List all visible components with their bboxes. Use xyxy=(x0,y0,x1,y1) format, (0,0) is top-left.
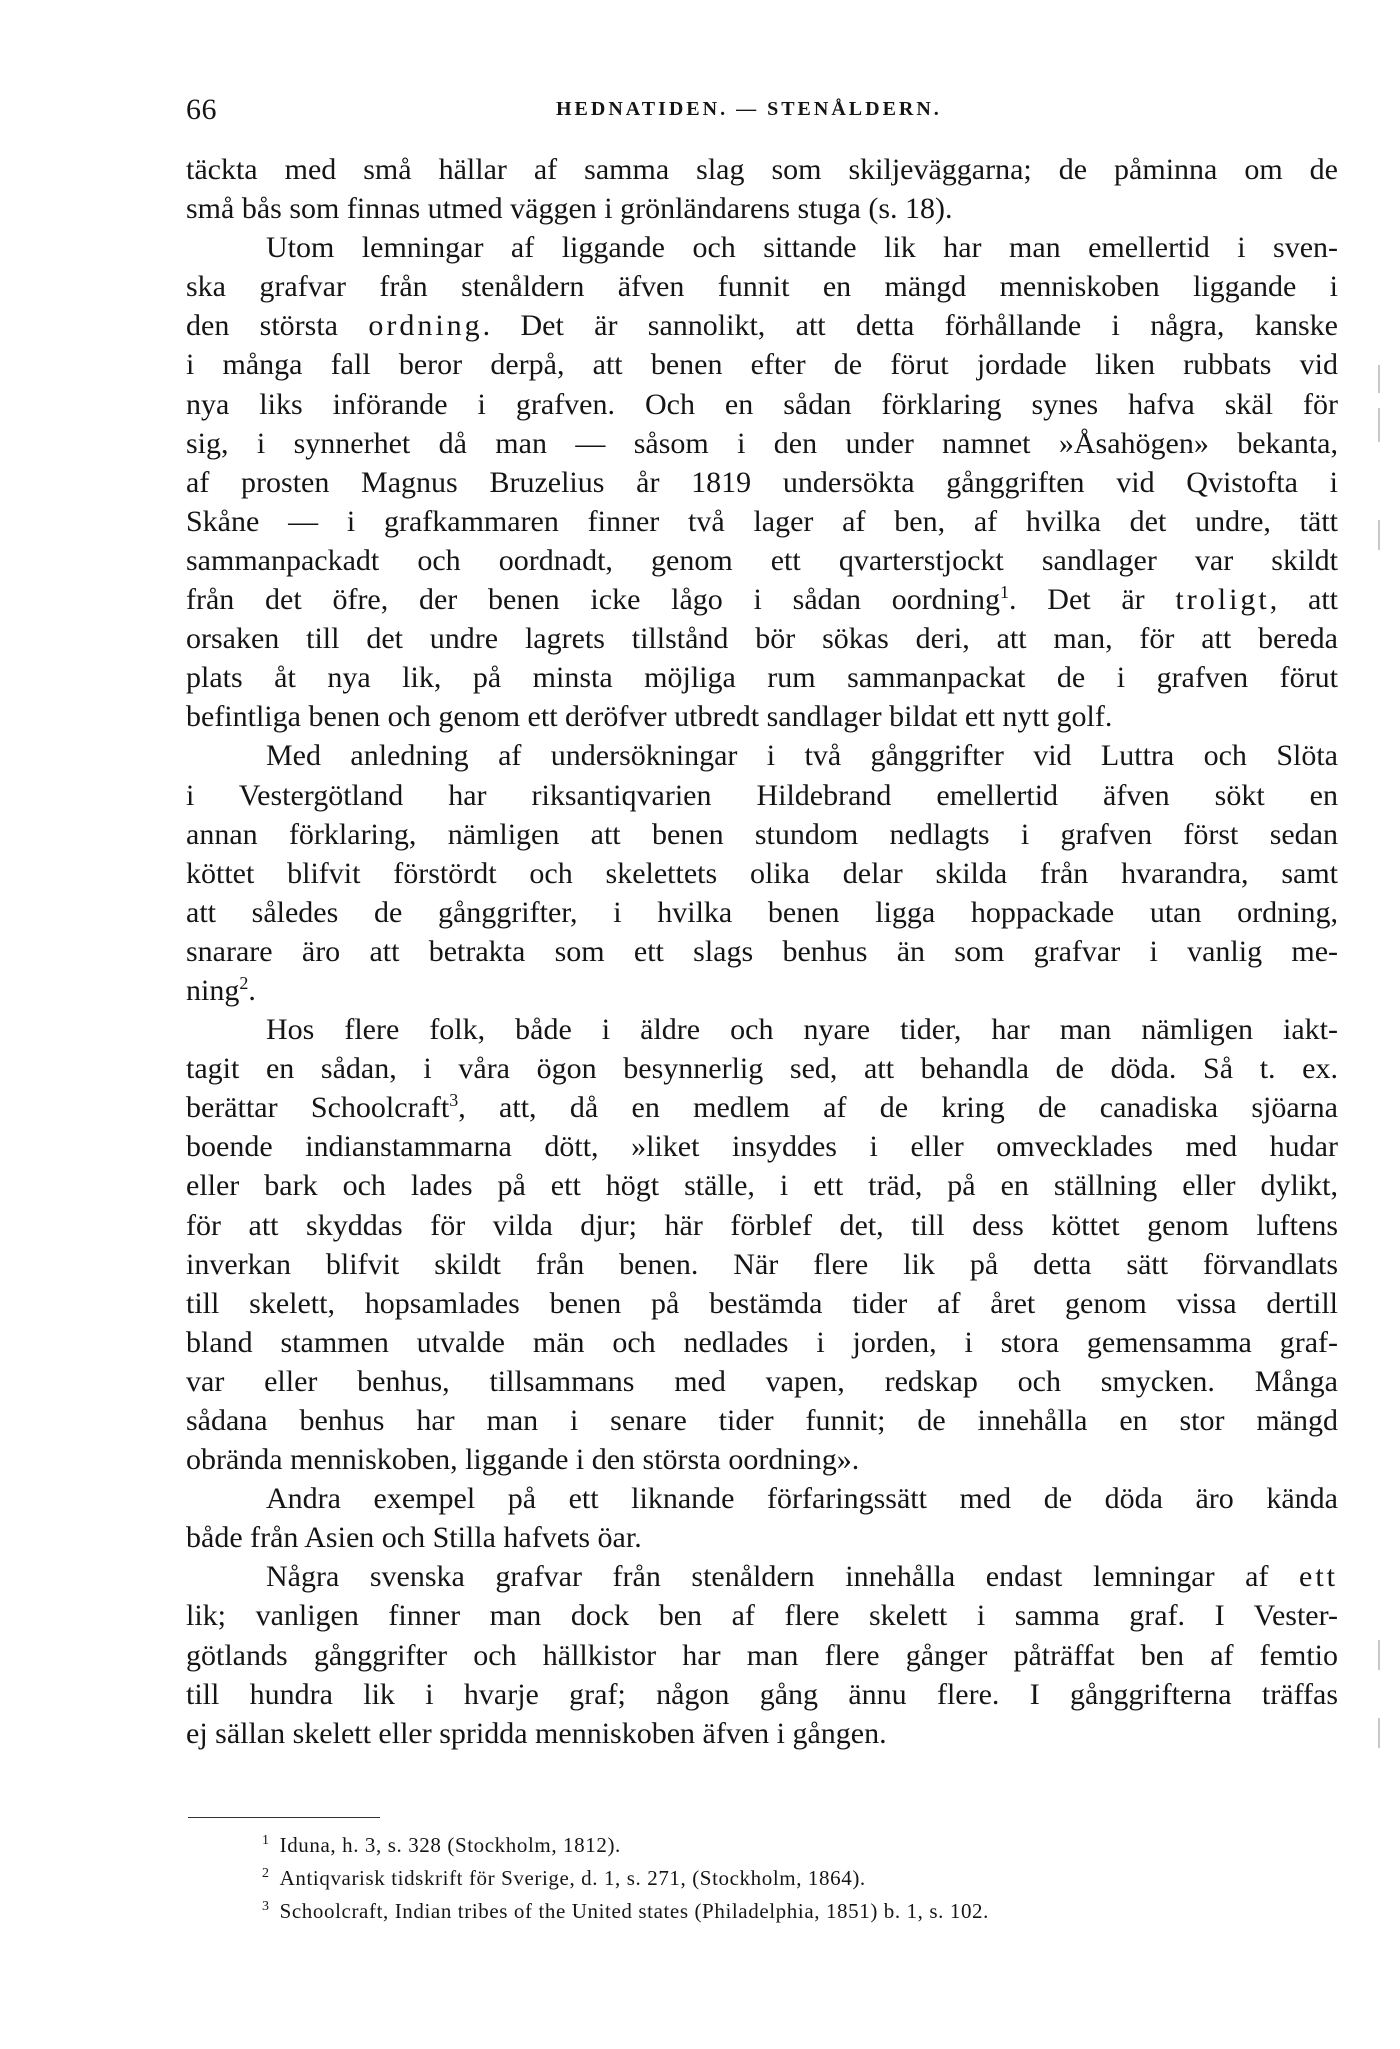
text-line: götlands gånggrifter och hällkistor har man flere gånger påträffat ben af femtio xyxy=(186,1638,1338,1672)
text-span: den största xyxy=(186,309,338,343)
footnote-text: Schoolcraft, Indian tribes of the United states (Philadelphia, 1851) b. 1, s. 102. xyxy=(279,1899,990,1923)
text-line: köttet blifvit förstördt och skelettets olika delar skilda från hvarandra, samt xyxy=(186,856,1338,890)
text-line: ska grafvar från stenåldern äfven funnit en mängd menniskoben liggande i xyxy=(186,270,1338,304)
text-span: . Det är sannolikt, att detta förhållande i några, kanske xyxy=(482,309,1338,343)
text-line: både från Asien och Stilla hafvets öar. xyxy=(186,1521,642,1555)
text-line: befintliga benen och genom ett deröfver utbredt sandlager bildat ett nytt golf. xyxy=(186,700,1113,734)
text-line: Skåne — i grafkammaren finner två lager af ben, af hvilka det undre, tätt xyxy=(186,504,1338,538)
footnote xyxy=(262,1895,1322,1928)
text-line: obrända menniskoben, liggande i den största oordning». xyxy=(186,1443,860,1477)
footnote-divider xyxy=(188,1817,380,1818)
text-span: ning xyxy=(186,973,240,1007)
text-span: , att, då en medlem af de kring de canadiska sjöarna xyxy=(458,1091,1338,1125)
text-line: Utom lemningar af liggande och sittande lik har man emellertid i sven- xyxy=(266,231,1338,265)
text-span: . Det är xyxy=(1009,583,1145,617)
text-span: Några svenska grafvar från stenåldern innehålla endast lemningar af xyxy=(266,1560,1269,1594)
text-line: Med anledning af undersökningar i två gånggrifter vid Luttra och Slöta xyxy=(266,739,1338,773)
text-line: orsaken till det undre lagrets tillstånd bör sökas deri, att man, för att bereda xyxy=(186,622,1338,656)
page-number: 66 xyxy=(186,93,217,126)
text-line: att således de gånggrifter, i hvilka benen ligga hoppackade utan ordning, xyxy=(186,895,1338,929)
scan-margin-mark xyxy=(1378,520,1380,550)
text-line xyxy=(186,1088,1338,1127)
text-line xyxy=(186,971,1338,1010)
text-line: snarare äro att betrakta som ett slags benhus än som grafvar i vanlig me- xyxy=(186,934,1338,968)
footnote-text: Antiqvarisk tidskrift för Sverige, d. 1, s. 271, (Stockholm, 1864). xyxy=(279,1866,866,1890)
footnote-ref: 3 xyxy=(449,1090,459,1111)
text-line: eller bark och lades på ett högt ställe, i ett träd, på en ställning eller dylikt, xyxy=(186,1169,1338,1203)
body-text xyxy=(186,150,1338,1753)
text-line: annan förklaring, nämligen att benen stundom nedlagts i grafven först sedan xyxy=(186,817,1338,851)
text-line: tagit en sådan, i våra ögon besynnerlig sed, att behandla de döda. Så t. ex. xyxy=(186,1052,1338,1086)
text-line: i Vestergötland har riksantiqvarien Hildebrand emellertid äfven sökt en xyxy=(186,778,1338,812)
text-line: Hos flere folk, både i äldre och nyare tider, har man nämligen iakt- xyxy=(266,1013,1338,1047)
footnotes xyxy=(262,1829,1322,1928)
scan-margin-mark xyxy=(1378,408,1380,442)
text-line: Andra exempel på ett liknande förfaringssätt med de döda äro kända xyxy=(266,1482,1338,1516)
running-title: HEDNATIDEN. — STENÅLDERN. xyxy=(556,98,942,120)
text-line: till skelett, hopsamlades benen på bestämda tider af året genom vissa dertill xyxy=(186,1286,1338,1320)
footnote-ref: 2 xyxy=(239,972,249,993)
footnote-mark: 3 xyxy=(262,1899,270,1914)
scan-margin-mark xyxy=(1378,1718,1380,1748)
text-line: inverkan blifvit skildt från benen. När flere lik på detta sätt förvandlats xyxy=(186,1247,1338,1281)
text-line xyxy=(186,306,1338,345)
emphasis-text: ett xyxy=(1299,1560,1338,1594)
scan-margin-mark xyxy=(1378,365,1380,393)
text-line: af prosten Magnus Bruzelius år 1819 undersökta gånggriften vid Qvistofta i xyxy=(186,465,1338,499)
text-line: bland stammen utvalde män och nedlades i jorden, i stora gemensamma graf- xyxy=(186,1325,1338,1359)
text-line: sådana benhus har man i senare tider funnit; de innehålla en stor mängd xyxy=(186,1404,1338,1437)
text-line: ej sällan skelett eller spridda menniskoben äfven i gången. xyxy=(186,1716,887,1750)
text-line: var eller benhus, tillsammans med vapen, redskap och smycken. Många xyxy=(186,1364,1338,1398)
text-line: i många fall beror derpå, att benen efter de förut jordade liken rubbats vid xyxy=(186,348,1338,382)
text-span: , att xyxy=(1269,583,1338,617)
text-line: nya liks införande i grafven. Och en sådan förklaring synes hafva skäl för xyxy=(186,387,1338,421)
text-line xyxy=(186,1557,1338,1596)
text-span: från det öfre, der benen icke lågo i sådan oordning xyxy=(186,583,1001,617)
text-span: . xyxy=(248,973,256,1007)
text-line: sig, i synnerhet då man — såsom i den under namnet »Åsahögen» bekanta, xyxy=(186,426,1338,460)
text-line: små bås som finnas utmed väggen i grönländarens stuga (s. 18). xyxy=(186,192,953,226)
text-line: täckta med små hällar af samma slag som skiljeväggarna; de påminna om de xyxy=(186,153,1338,186)
footnote xyxy=(262,1862,1322,1895)
footnote xyxy=(262,1829,1322,1862)
text-line: till hundra lik i hvarje graf; någon gång ännu flere. I gånggrifterna träffas xyxy=(186,1677,1338,1711)
footnote-mark: 1 xyxy=(262,1833,270,1848)
scan-margin-mark xyxy=(1378,1640,1380,1670)
emphasis-text: troligt xyxy=(1175,583,1270,617)
text-span: berättar Schoolcraft xyxy=(186,1091,450,1125)
footnote-ref: 1 xyxy=(1000,582,1010,603)
text-line: lik; vanligen finner man dock ben af flere skelett i samma graf. I Vester- xyxy=(186,1599,1338,1633)
text-line: sammanpackadt och oordnadt, genom ett qvarterstjockt sandlager var skildt xyxy=(186,543,1338,577)
text-line: plats åt nya lik, på minsta möjliga rum sammanpackat de i grafven förut xyxy=(186,661,1338,695)
text-line: boende indianstammarna dött, »liket insyddes i eller omvecklades med hudar xyxy=(186,1130,1338,1164)
text-line: för att skyddas för vilda djur; här förblef det, till dess köttet genom luftens xyxy=(186,1208,1338,1242)
running-header xyxy=(186,93,1342,133)
footnote-text: Iduna, h. 3, s. 328 (Stockholm, 1812). xyxy=(279,1833,621,1857)
emphasis-text: ordning xyxy=(368,309,483,343)
text-line xyxy=(186,580,1338,619)
footnote-mark: 2 xyxy=(262,1866,270,1881)
